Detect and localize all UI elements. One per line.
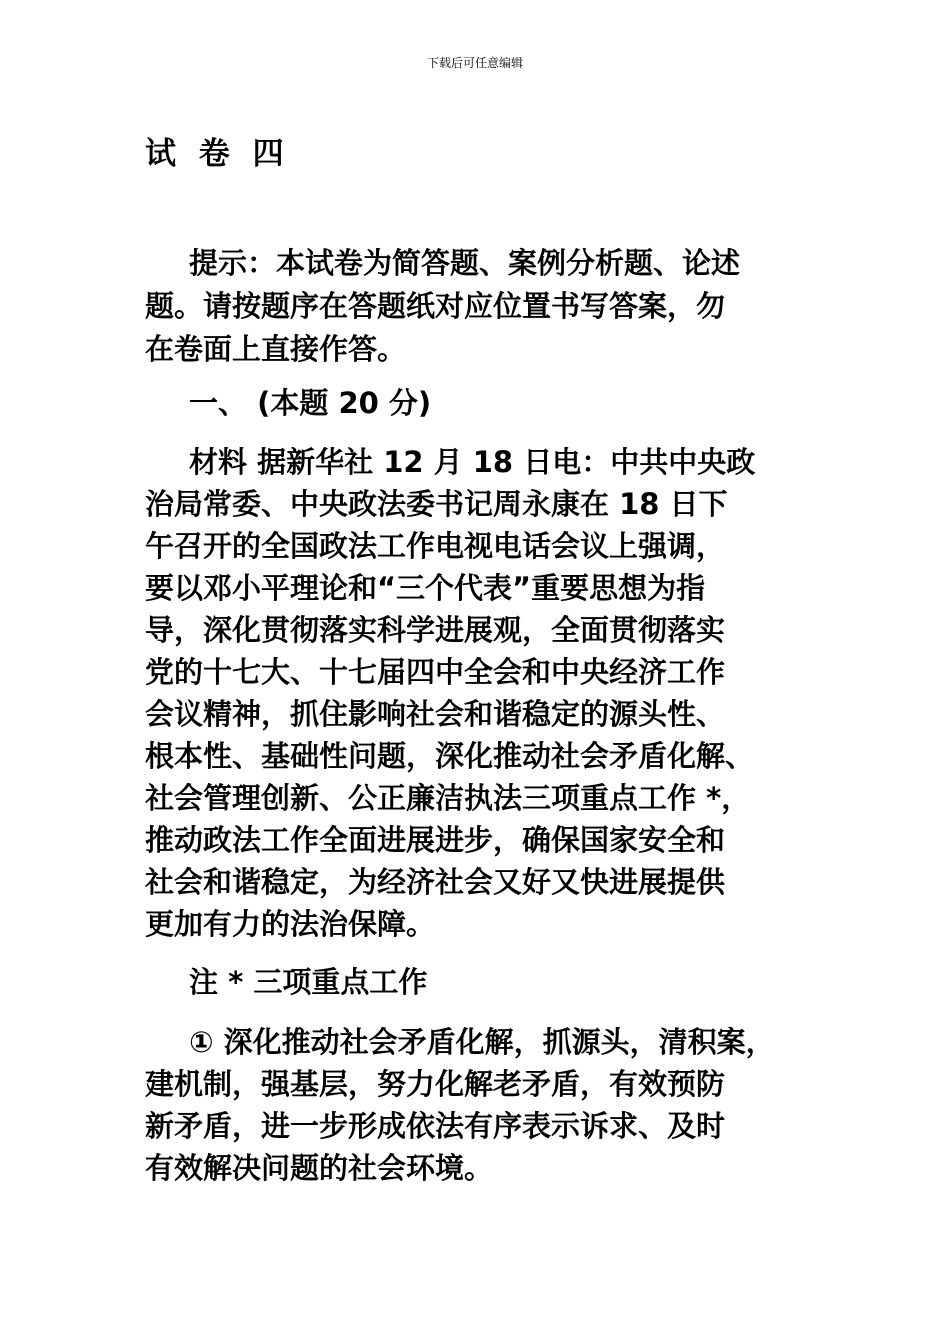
document-title: 试 卷 四 [145, 136, 290, 172]
text-line: 根本性、基础性问题，深化推动社会矛盾化解、 [145, 739, 755, 773]
text-line: 治局常委、中央政法委书记周永康在 18 日下 [145, 487, 728, 521]
text-line: 会议精神，抓住影响社会和谐稳定的源头性、 [145, 697, 726, 731]
page-header: 下载后可任意编辑 [426, 56, 523, 70]
text-line: 在卷面上直接作答。 [145, 332, 407, 366]
text-line: 社会管理创新、公正廉洁执法三项重点工作 *， [145, 781, 751, 815]
text-line: 建机制，强基层，努力化解老矛盾，有效预防 [145, 1067, 726, 1101]
text-line: 提示：本试卷为简答题、案例分析题、论述 [189, 246, 741, 280]
text-line: 更加有力的法治保障。 [145, 907, 436, 941]
text-line: 社会和谐稳定，为经济社会又好又快进展提供 [145, 865, 726, 899]
text-line: 午召开的全国政法工作电视电话会议上强调， [145, 529, 726, 563]
text-line: 有效解决问题的社会环境。 [145, 1151, 494, 1185]
text-line: 要以邓小平理论和“三个代表”重要思想为指 [145, 571, 706, 605]
text-line: 材料 据新华社 12 月 18 日电：中共中央政 [189, 445, 756, 479]
text-line: 一、 (本题 20 分) [189, 386, 432, 420]
text-line: 题。请按题序在答题纸对应位置书写答案，勿 [145, 289, 726, 323]
text-line: 新矛盾，进一步形成依法有序表示诉求、及时 [145, 1109, 726, 1143]
text-line: 党的十七大、十七届四中全会和中央经济工作 [145, 655, 726, 689]
text-line: 导，深化贯彻落实科学进展观，全面贯彻落实 [145, 613, 726, 647]
text-line: 注 * 三项重点工作 [189, 965, 428, 999]
text-line: 推动政法工作全面进展进步，确保国家安全和 [145, 823, 726, 857]
text-line: ① 深化推动社会矛盾化解，抓源头，清积案， [189, 1025, 775, 1059]
